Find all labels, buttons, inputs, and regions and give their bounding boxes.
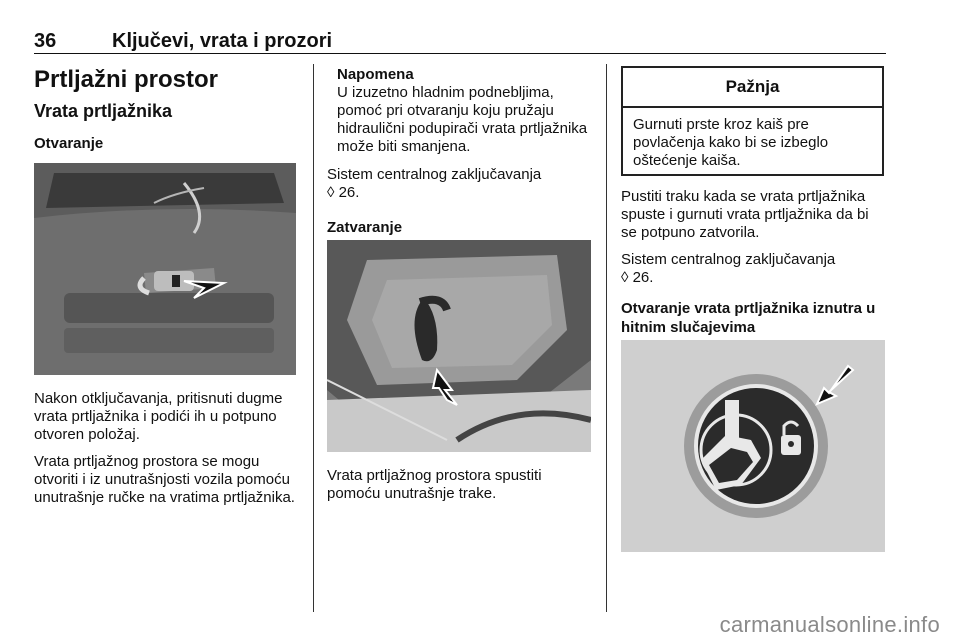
column-divider-1	[313, 64, 314, 612]
tailgate-button-illustration	[34, 163, 296, 375]
note-text: U izuzetno hladnim podnebljima, pomoć pri otvaranju koju pružaju hidraulični podupirači vrata prtljažnika može biti smanjena.	[337, 84, 588, 155]
page-reference-link-2[interactable]: ◊ 26.	[621, 269, 654, 286]
opening-paragraph-1: Nakon otključavanja, pritisnuti dugme vrata prtljažnika i podići ih u potpuno otvoren položaj.	[34, 390, 283, 443]
column-2	[327, 66, 589, 237]
page-number: 36	[34, 30, 57, 52]
section-subtitle: Vrata prtljažnika	[34, 101, 173, 121]
watermark: carmanualsonline.info	[719, 612, 940, 637]
chapter-title: Ključevi, vrata i prozori	[112, 30, 333, 52]
closing-paragraph: Vrata prtljažnog prostora spustiti pomoću unutrašnje trake.	[327, 467, 542, 502]
column-1	[34, 66, 302, 153]
section-title: Prtljažni prostor	[34, 66, 219, 93]
central-locking-reference: Sistem centralnog zaključavanja	[327, 166, 542, 183]
warning-box	[621, 66, 884, 176]
warning-title: Pažnja	[623, 68, 882, 108]
column-1-text	[34, 390, 300, 507]
column-divider-2	[606, 64, 607, 612]
warning-text: Gurnuti prste kroz kaiš pre povlačenja kako bi se izbeglo oštećenje kaiša.	[633, 116, 829, 169]
opening-paragraph-2: Vrata prtljažnog prostora se mogu otvoriti i iz unutrašnjosti vozila pomoću unutrašnje ručke na vratima prtljažnika.	[34, 453, 295, 506]
emergency-release-illustration	[621, 340, 885, 552]
emergency-opening-heading: Otvaranje vrata prtljažnika iznutra u hitnim slučajevima	[621, 300, 876, 336]
central-locking-reference-2: Sistem centralnog zaključavanja	[621, 251, 836, 268]
column-2-text	[327, 467, 589, 503]
page-reference-link[interactable]: ◊ 26.	[327, 184, 360, 201]
closing-heading: Zatvaranje	[327, 219, 403, 236]
tailgate-strap-illustration	[327, 240, 591, 452]
page-header	[34, 30, 886, 52]
header-rule	[34, 53, 886, 54]
column-3	[621, 188, 887, 337]
opening-heading: Otvaranje	[34, 135, 104, 152]
note-block	[327, 66, 589, 156]
note-title: Napomena	[337, 66, 414, 83]
closing-paragraph-2: Pustiti traku kada se vrata prtljažnika spuste i gurnuti vrata prtljažnika da bi se potpuno zatvorila.	[621, 188, 869, 241]
